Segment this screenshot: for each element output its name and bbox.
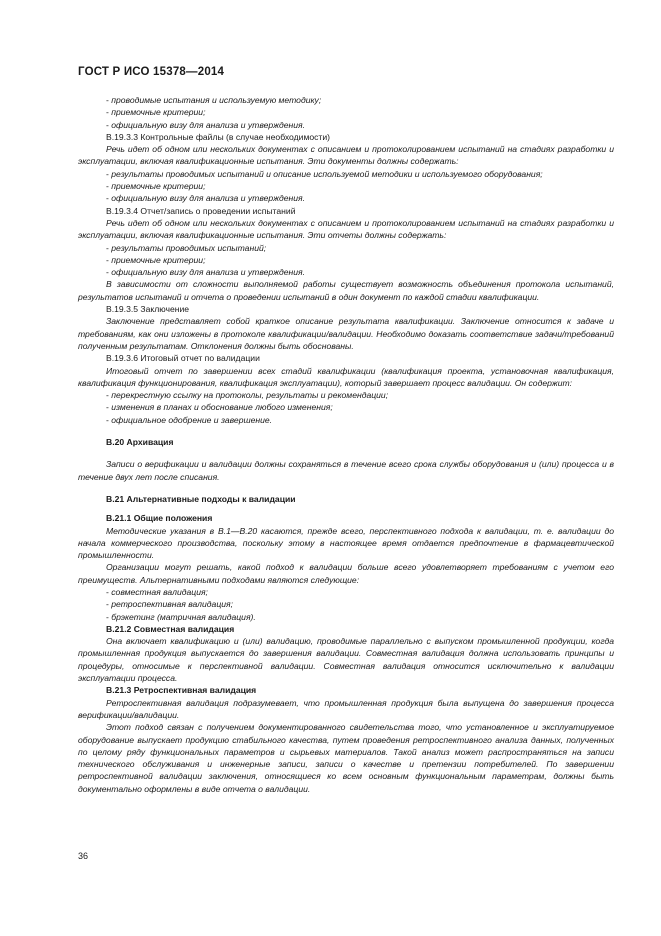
- document-header: ГОСТ Р ИСО 15378—2014: [78, 66, 225, 78]
- list-item: - брэкетинг (матричная валидация).: [78, 611, 614, 623]
- subsection-heading: В.19.3.4 Отчет/запись о проведении испытаний: [106, 205, 296, 216]
- list-item: - приемочные критерии;: [78, 106, 614, 118]
- paragraph: Она включает квалификацию и (или) валидацию, проводимые параллельно с выпуском промышленной продукции, когда промышленная продукция выпускается до завершения валидации. Совместная валидация должна использовать принципы и процедуры, относимые к перспективной валидации. Совместная валидация относится исключительно к валидации эксплуатации процесса.: [78, 636, 614, 684]
- section-heading: В.21.2 Совместная валидация: [106, 623, 235, 634]
- paragraph: Записи о верификации и валидации должны сохраняться в течение всего срока службы оборудования и (или) процесса и в течение двух лет после списания.: [78, 459, 614, 482]
- section-heading: В.21.1 Общие положения: [106, 513, 213, 524]
- section-heading: В.21.3 Ретроспективная валидация: [106, 685, 257, 696]
- list-item: - перекрестную ссылку на протоколы, результаты и рекомендации;: [78, 389, 614, 401]
- list-item: - изменения в планах и обоснование любого изменения;: [78, 401, 614, 413]
- subsection-heading: В.19.3.6 Итоговый отчет по валидации: [106, 353, 260, 364]
- paragraph: В зависимости от сложности выполняемой работы существует возможность объединения протокола испытаний, результатов испытаний и отчета о проведении испытаний в один документ по каждой стадии квалификации.: [78, 279, 614, 302]
- list-item: - приемочные критерии;: [78, 254, 614, 266]
- list-item: - проводимые испытания и используемую методику;: [78, 94, 614, 106]
- paragraph: Организации могут решать, какой подход к валидации больше всего удовлетворяет требованиям с учетом его преимуществ. Альтернативными подходами являются следующие:: [78, 562, 614, 585]
- paragraph: Этот подход связан с получением документированного свидетельства того, что установленное и эксплуатируемое оборудование выпускает продукцию стабильного качества, путем проведения ретроспективного анализа данных, полученных по целому ряду функциональных параметров и сырьевых материалов. Такой анализ может распространяться на записи технического обслуживания и инженерные записи, записи о качестве и претензии потребителей. По завершении ретроспективной валидации заключения, относящиеся ко всем основным функциональным параметрам, должны быть документально оформлены в виде отчета о валидации.: [78, 722, 614, 794]
- list-item: - результаты проводимых испытаний и описание используемой методики и используемого оборудования;: [78, 168, 614, 180]
- list-item: - официальную визу для анализа и утверждения.: [78, 119, 614, 131]
- list-item: - официальное одобрение и завершение.: [78, 414, 614, 426]
- subsection-heading: В.19.3.3 Контрольные файлы (в случае необходимости): [106, 131, 331, 142]
- section-heading: В.21 Альтернативные подходы к валидации: [106, 493, 296, 504]
- page-number: 36: [78, 851, 89, 861]
- list-item: - официальную визу для анализа и утверждения.: [78, 192, 614, 204]
- paragraph: Речь идет об одном или нескольких документах с описанием и протоколированием испытаний на стадиях разработки и эксплуатации, включая квалификационные испытания. Эти отчеты должны содержать:: [78, 217, 614, 241]
- section-heading: В.20 Архивация: [106, 437, 174, 448]
- list-item: - приемочные критерии;: [78, 180, 614, 192]
- paragraph: Итоговый отчет по завершении всех стадий квалификации (квалификация проекта, установочная квалификация, квалификация функционирования, квалификация эксплуатации), который завершает процесс валидации. Он содержит:: [78, 365, 614, 388]
- subsection-heading: В.19.3.5 Заключение: [106, 304, 190, 315]
- paragraph: Ретроспективная валидация подразумевает, что промышленная продукция была выпущена до завершения процесса верификации/валидации.: [78, 697, 614, 720]
- list-item: - результаты проводимых испытаний;: [78, 242, 614, 254]
- list-item: - ретроспективная валидация;: [78, 598, 614, 610]
- paragraph: Речь идет об одном или нескольких документах с описанием и протоколированием испытаний на стадиях разработки и эксплуатации, включая квалификационные испытания. Эти документы должны содержать:: [78, 144, 614, 167]
- paragraph: Заключение представляет собой краткое описание результата квалификации. Заключение относится к задаче и требованиям, как они изложены в протоколе квалификации/валидации. Необходимо доказать соответствие задачи/требований полученным результатам. Отклонения должны быть обоснованы.: [78, 316, 614, 351]
- paragraph: Методические указания в В.1—В.20 касаются, прежде всего, перспективного подхода к валидации, т. е. валидации до начала коммерческого производства, поскольку этому в настоящее время отдается предпочтение в фармацевтической промышленности.: [78, 525, 614, 561]
- list-item: - официальную визу для анализа и утверждения.: [78, 266, 614, 278]
- document-body: [78, 94, 614, 795]
- list-item: - совместная валидация;: [78, 586, 614, 598]
